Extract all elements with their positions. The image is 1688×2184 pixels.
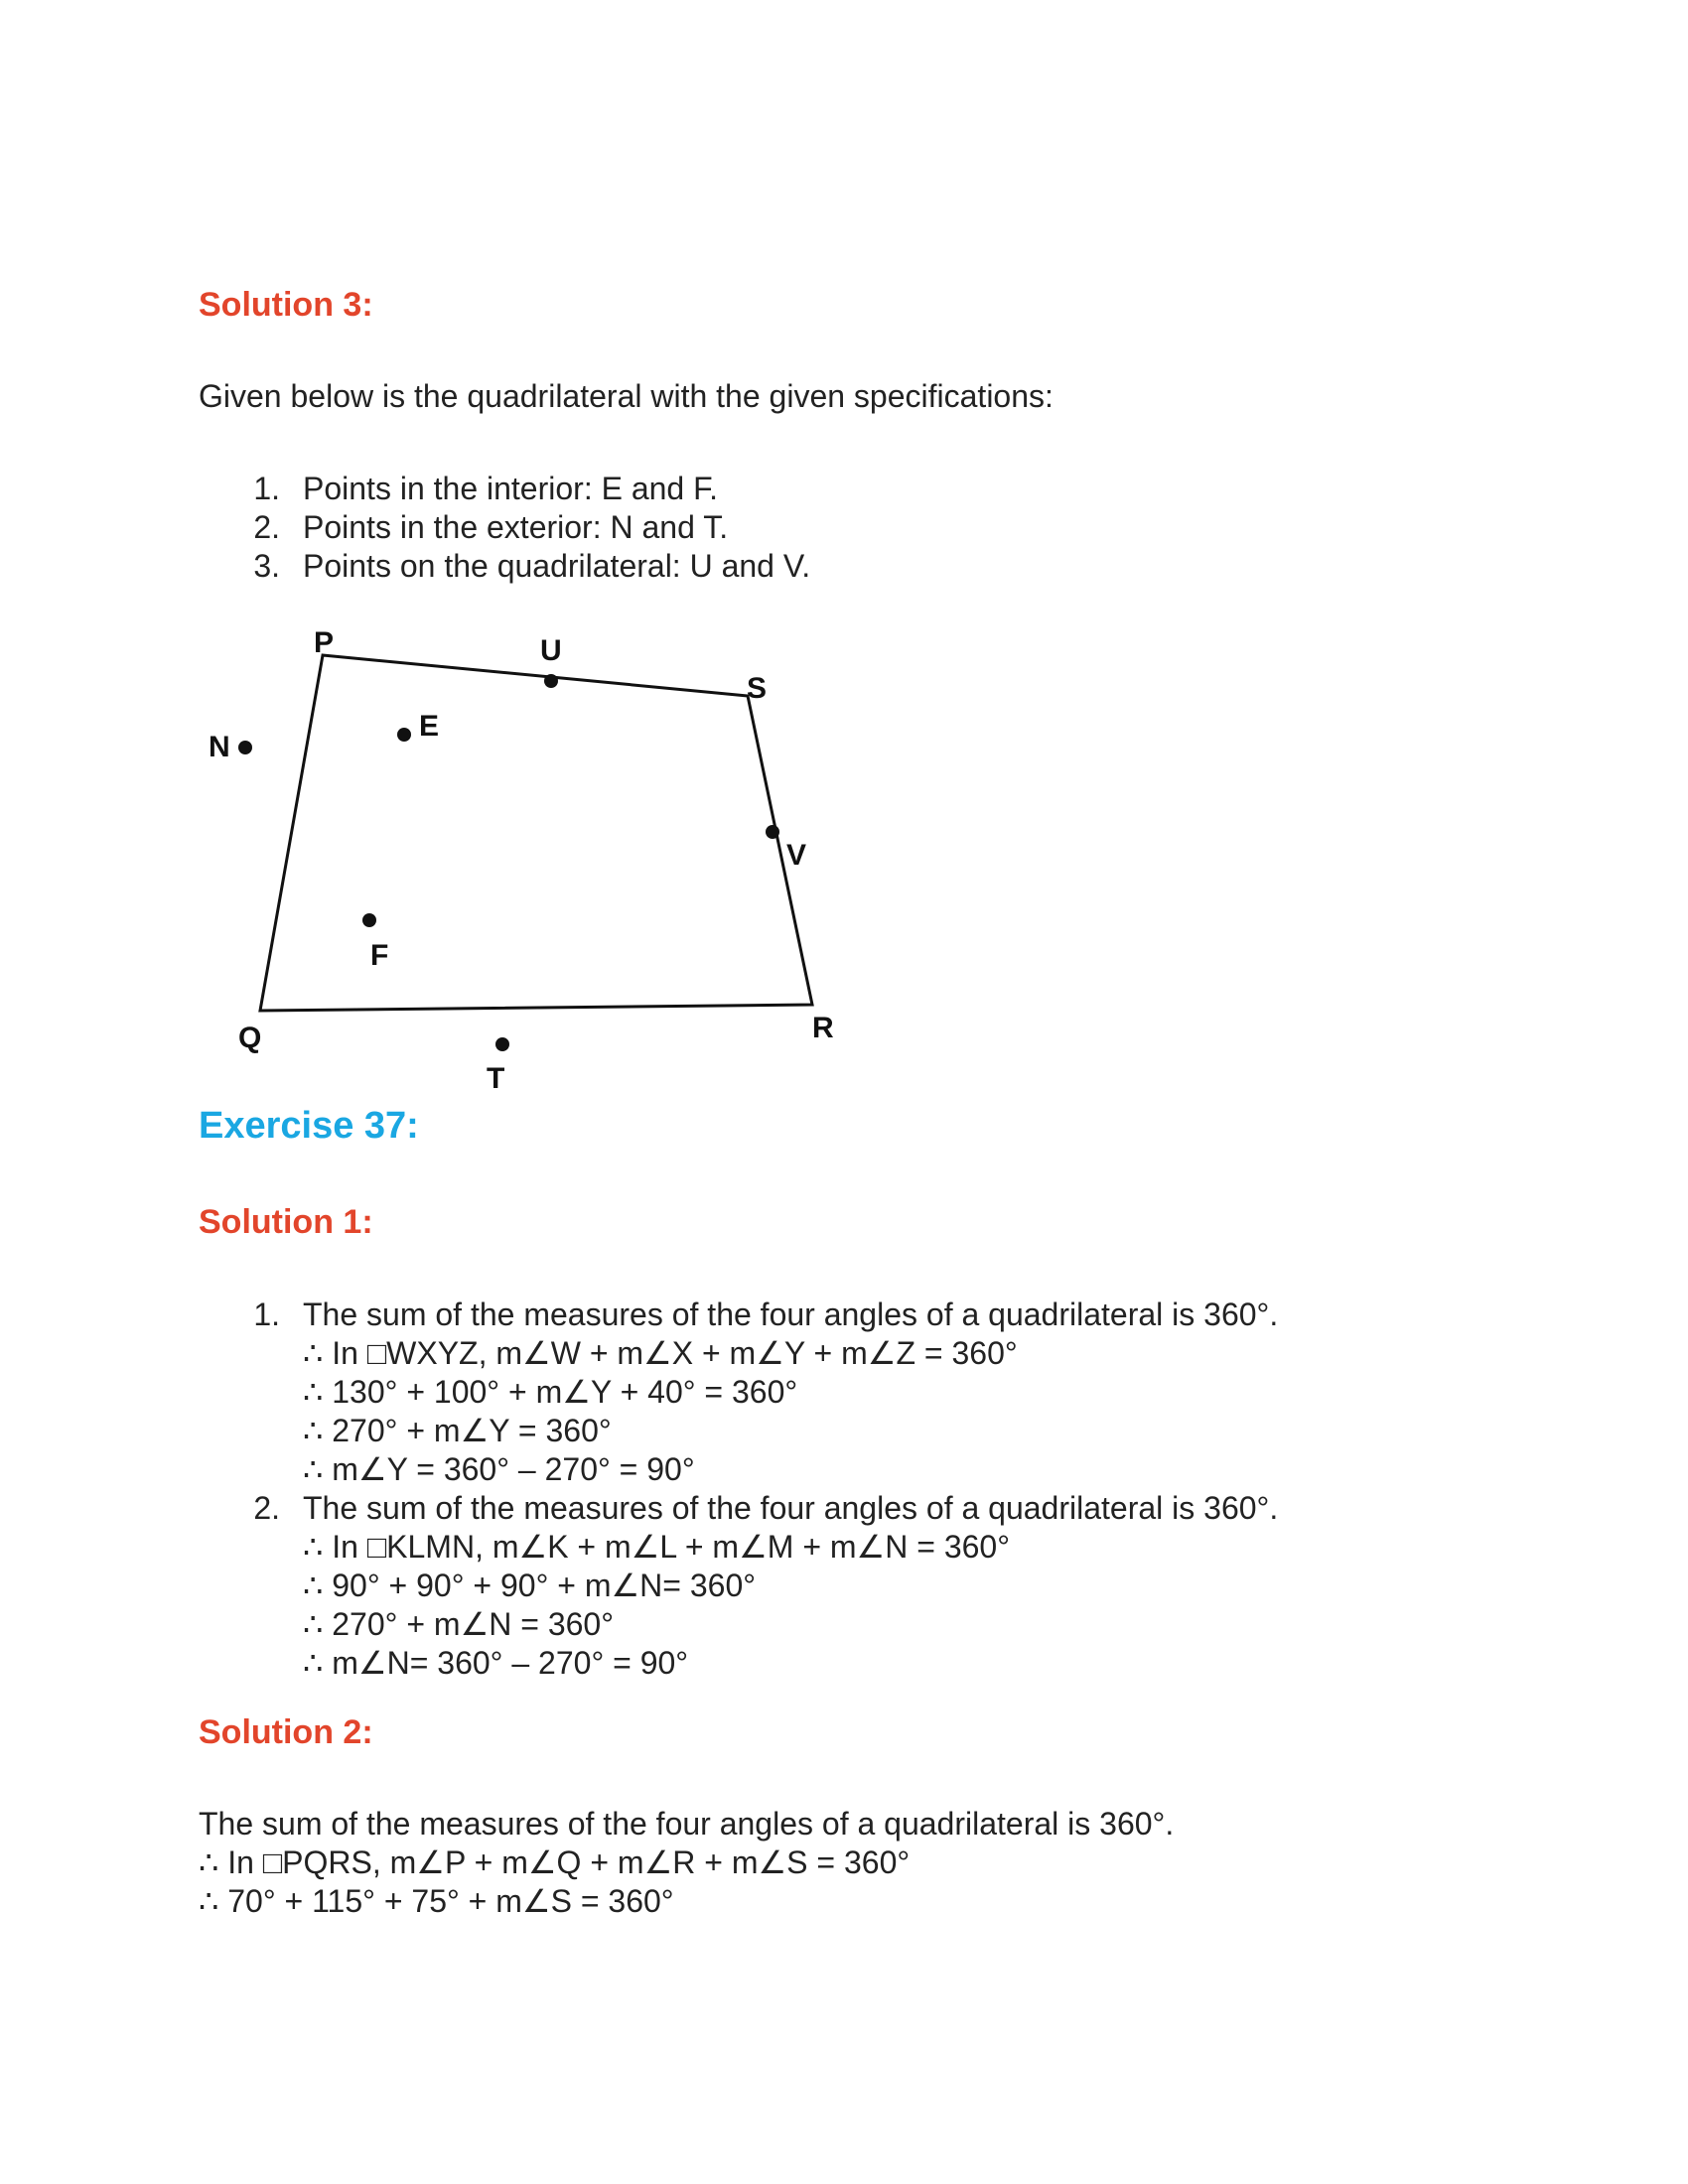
solution-2-steps bbox=[199, 1843, 910, 1921]
vertex-label-s: S bbox=[747, 672, 768, 705]
list-item bbox=[199, 547, 810, 586]
list-item bbox=[199, 470, 810, 508]
list-text: Points in the exterior: N and T. bbox=[303, 509, 729, 545]
point-label-t: T bbox=[487, 1062, 505, 1095]
step-line: ∴ 270° + m∠Y = 360° bbox=[303, 1413, 612, 1448]
step-line: ∴ 270° + m∠N = 360° bbox=[303, 1606, 615, 1642]
solution-3-list bbox=[199, 470, 810, 586]
step-line: ∴ In □WXYZ, m∠W + m∠X + m∠Y + m∠Z = 360° bbox=[303, 1335, 1018, 1371]
vertex-label-r: R bbox=[812, 1012, 834, 1044]
list-text: Points in the interior: E and F. bbox=[303, 471, 718, 506]
point-n-dot bbox=[238, 741, 252, 754]
solution-2-heading: Solution 2: bbox=[199, 1713, 373, 1751]
list-text: The sum of the measures of the four angles of a quadrilateral is 360°. bbox=[303, 1297, 1279, 1332]
document-page bbox=[199, 0, 1489, 2184]
list-item bbox=[199, 1296, 1278, 1489]
step-line: ∴ In □KLMN, m∠K + m∠L + m∠M + m∠N = 360° bbox=[303, 1529, 1010, 1565]
quadrilateral-diagram bbox=[199, 620, 894, 1107]
step-line: ∴ m∠Y = 360° – 270° = 90° bbox=[303, 1451, 695, 1487]
vertex-label-p: P bbox=[314, 626, 335, 659]
point-label-f: F bbox=[370, 939, 389, 972]
quadrilateral-figure bbox=[199, 620, 894, 1112]
list-number: 2. bbox=[253, 509, 280, 545]
step-line: ∴ 130° + 100° + m∠Y + 40° = 360° bbox=[303, 1374, 798, 1410]
point-e-dot bbox=[397, 728, 411, 742]
point-label-e: E bbox=[419, 710, 440, 743]
solution-2-intro: The sum of the measures of the four angles of a quadrilateral is 360°. bbox=[199, 1806, 1175, 1842]
point-label-n: N bbox=[209, 731, 230, 763]
solution-3-intro: Given below is the quadrilateral with the given specifications: bbox=[199, 378, 1054, 414]
point-f-dot bbox=[362, 913, 376, 927]
list-text: Points on the quadrilateral: U and V. bbox=[303, 548, 811, 584]
point-label-v: V bbox=[786, 839, 807, 872]
solution-3-heading: Solution 3: bbox=[199, 286, 373, 324]
step-line: ∴ m∠N= 360° – 270° = 90° bbox=[303, 1645, 689, 1681]
point-v-dot bbox=[766, 825, 779, 839]
vertex-label-q: Q bbox=[238, 1022, 262, 1054]
point-u-dot bbox=[544, 674, 558, 688]
list-item bbox=[199, 1489, 1278, 1683]
point-label-u: U bbox=[540, 634, 562, 667]
step-line: ∴ In □PQRS, m∠P + m∠Q + m∠R + m∠S = 360° bbox=[199, 1844, 911, 1880]
point-t-dot bbox=[495, 1037, 509, 1051]
quadrilateral-pqrs bbox=[260, 655, 812, 1011]
solution-steps bbox=[199, 1528, 1278, 1683]
solution-1-heading: Solution 1: bbox=[199, 1203, 373, 1241]
list-number: 2. bbox=[253, 1490, 280, 1526]
list-number: 1. bbox=[253, 471, 280, 506]
list-item bbox=[199, 508, 810, 547]
solution-steps bbox=[199, 1334, 1278, 1489]
exercise-heading: Exercise 37: bbox=[199, 1105, 419, 1147]
step-line: ∴ 90° + 90° + 90° + m∠N= 360° bbox=[303, 1568, 757, 1603]
list-number: 3. bbox=[253, 548, 280, 584]
solution-1-list bbox=[199, 1296, 1278, 1683]
list-text: The sum of the measures of the four angles of a quadrilateral is 360°. bbox=[303, 1490, 1279, 1526]
list-number: 1. bbox=[253, 1297, 280, 1332]
step-line: ∴ 70° + 115° + 75° + m∠S = 360° bbox=[199, 1883, 674, 1919]
